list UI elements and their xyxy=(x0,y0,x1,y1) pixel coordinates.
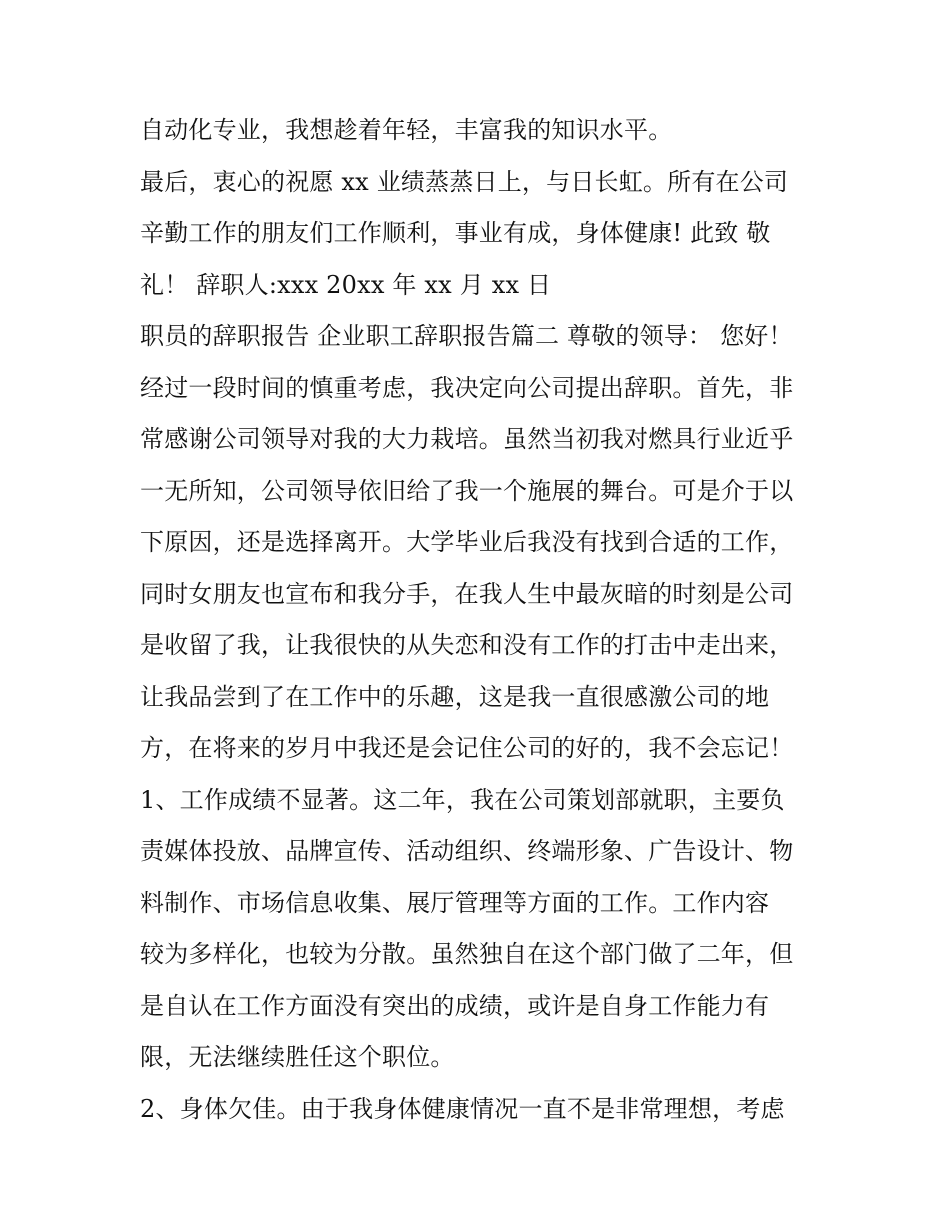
text-line: 是自认在工作方面没有突出的成绩，或许是自身工作能力有 xyxy=(140,991,770,1020)
text-line: 是收留了我，让我很快的从失恋和没有工作的打击中走出来， xyxy=(140,631,794,659)
text-line: 一无所知，公司领导依旧给了我一个施展的舞台。可是介于以 xyxy=(140,476,794,505)
text-line: 料制作、市场信息收集、展厅管理等方面的工作。工作内容 xyxy=(140,888,770,917)
text-line: 经过一段时间的慎重考虑，我决定向公司提出辞职。首先，非 xyxy=(140,373,794,402)
text-line: 2、身体欠佳。由于我身体健康情况一直不是非常理想，考虑 xyxy=(140,1094,785,1123)
text-line: 较为多样化，也较为分散。虽然独自在这个部门做了二年，但 xyxy=(140,940,794,968)
text-line: 同时女朋友也宣布和我分手，在我人生中最灰暗的时刻是公司 xyxy=(140,579,794,608)
text-line: 最后，衷心的祝愿 xx 业绩蒸蒸日上，与日长虹。所有在公司 xyxy=(140,167,789,196)
text-line: 下原因，还是选择离开。大学毕业后我没有找到合适的工作， xyxy=(140,528,794,556)
text-line: 辛勤工作的朋友们工作顺利，事业有成，身体健康! 此致 敬 xyxy=(140,219,771,247)
text-line: 方，在将来的岁月中我还是会记住公司的好的，我不会忘记！ xyxy=(140,734,794,762)
text-line: 常感谢公司领导对我的大力栽培。虽然当初我对燃具行业近乎 xyxy=(140,425,794,453)
text-line: 责媒体投放、品牌宣传、活动组织、终端形象、广告设计、物 xyxy=(140,837,794,865)
text-line: 自动化专业，我想趁着年轻，丰富我的知识水平。 xyxy=(140,116,673,144)
text-line: 限，无法继续胜任这个职位。 xyxy=(140,1043,455,1071)
text-line: 职员的辞职报告 企业职工辞职报告篇二 尊敬的领导： 您好！ xyxy=(140,322,793,350)
document-body xyxy=(140,105,830,1135)
text-line: 让我品尝到了在工作中的乐趣，这是我一直很感激公司的地 xyxy=(140,682,770,711)
text-line: 礼！ 辞职人:xxx 20xx 年 xx 月 xx 日 xyxy=(140,270,552,299)
text-line: 1、工作成绩不显著。这二年，我在公司策划部就职，主要负 xyxy=(140,785,785,814)
